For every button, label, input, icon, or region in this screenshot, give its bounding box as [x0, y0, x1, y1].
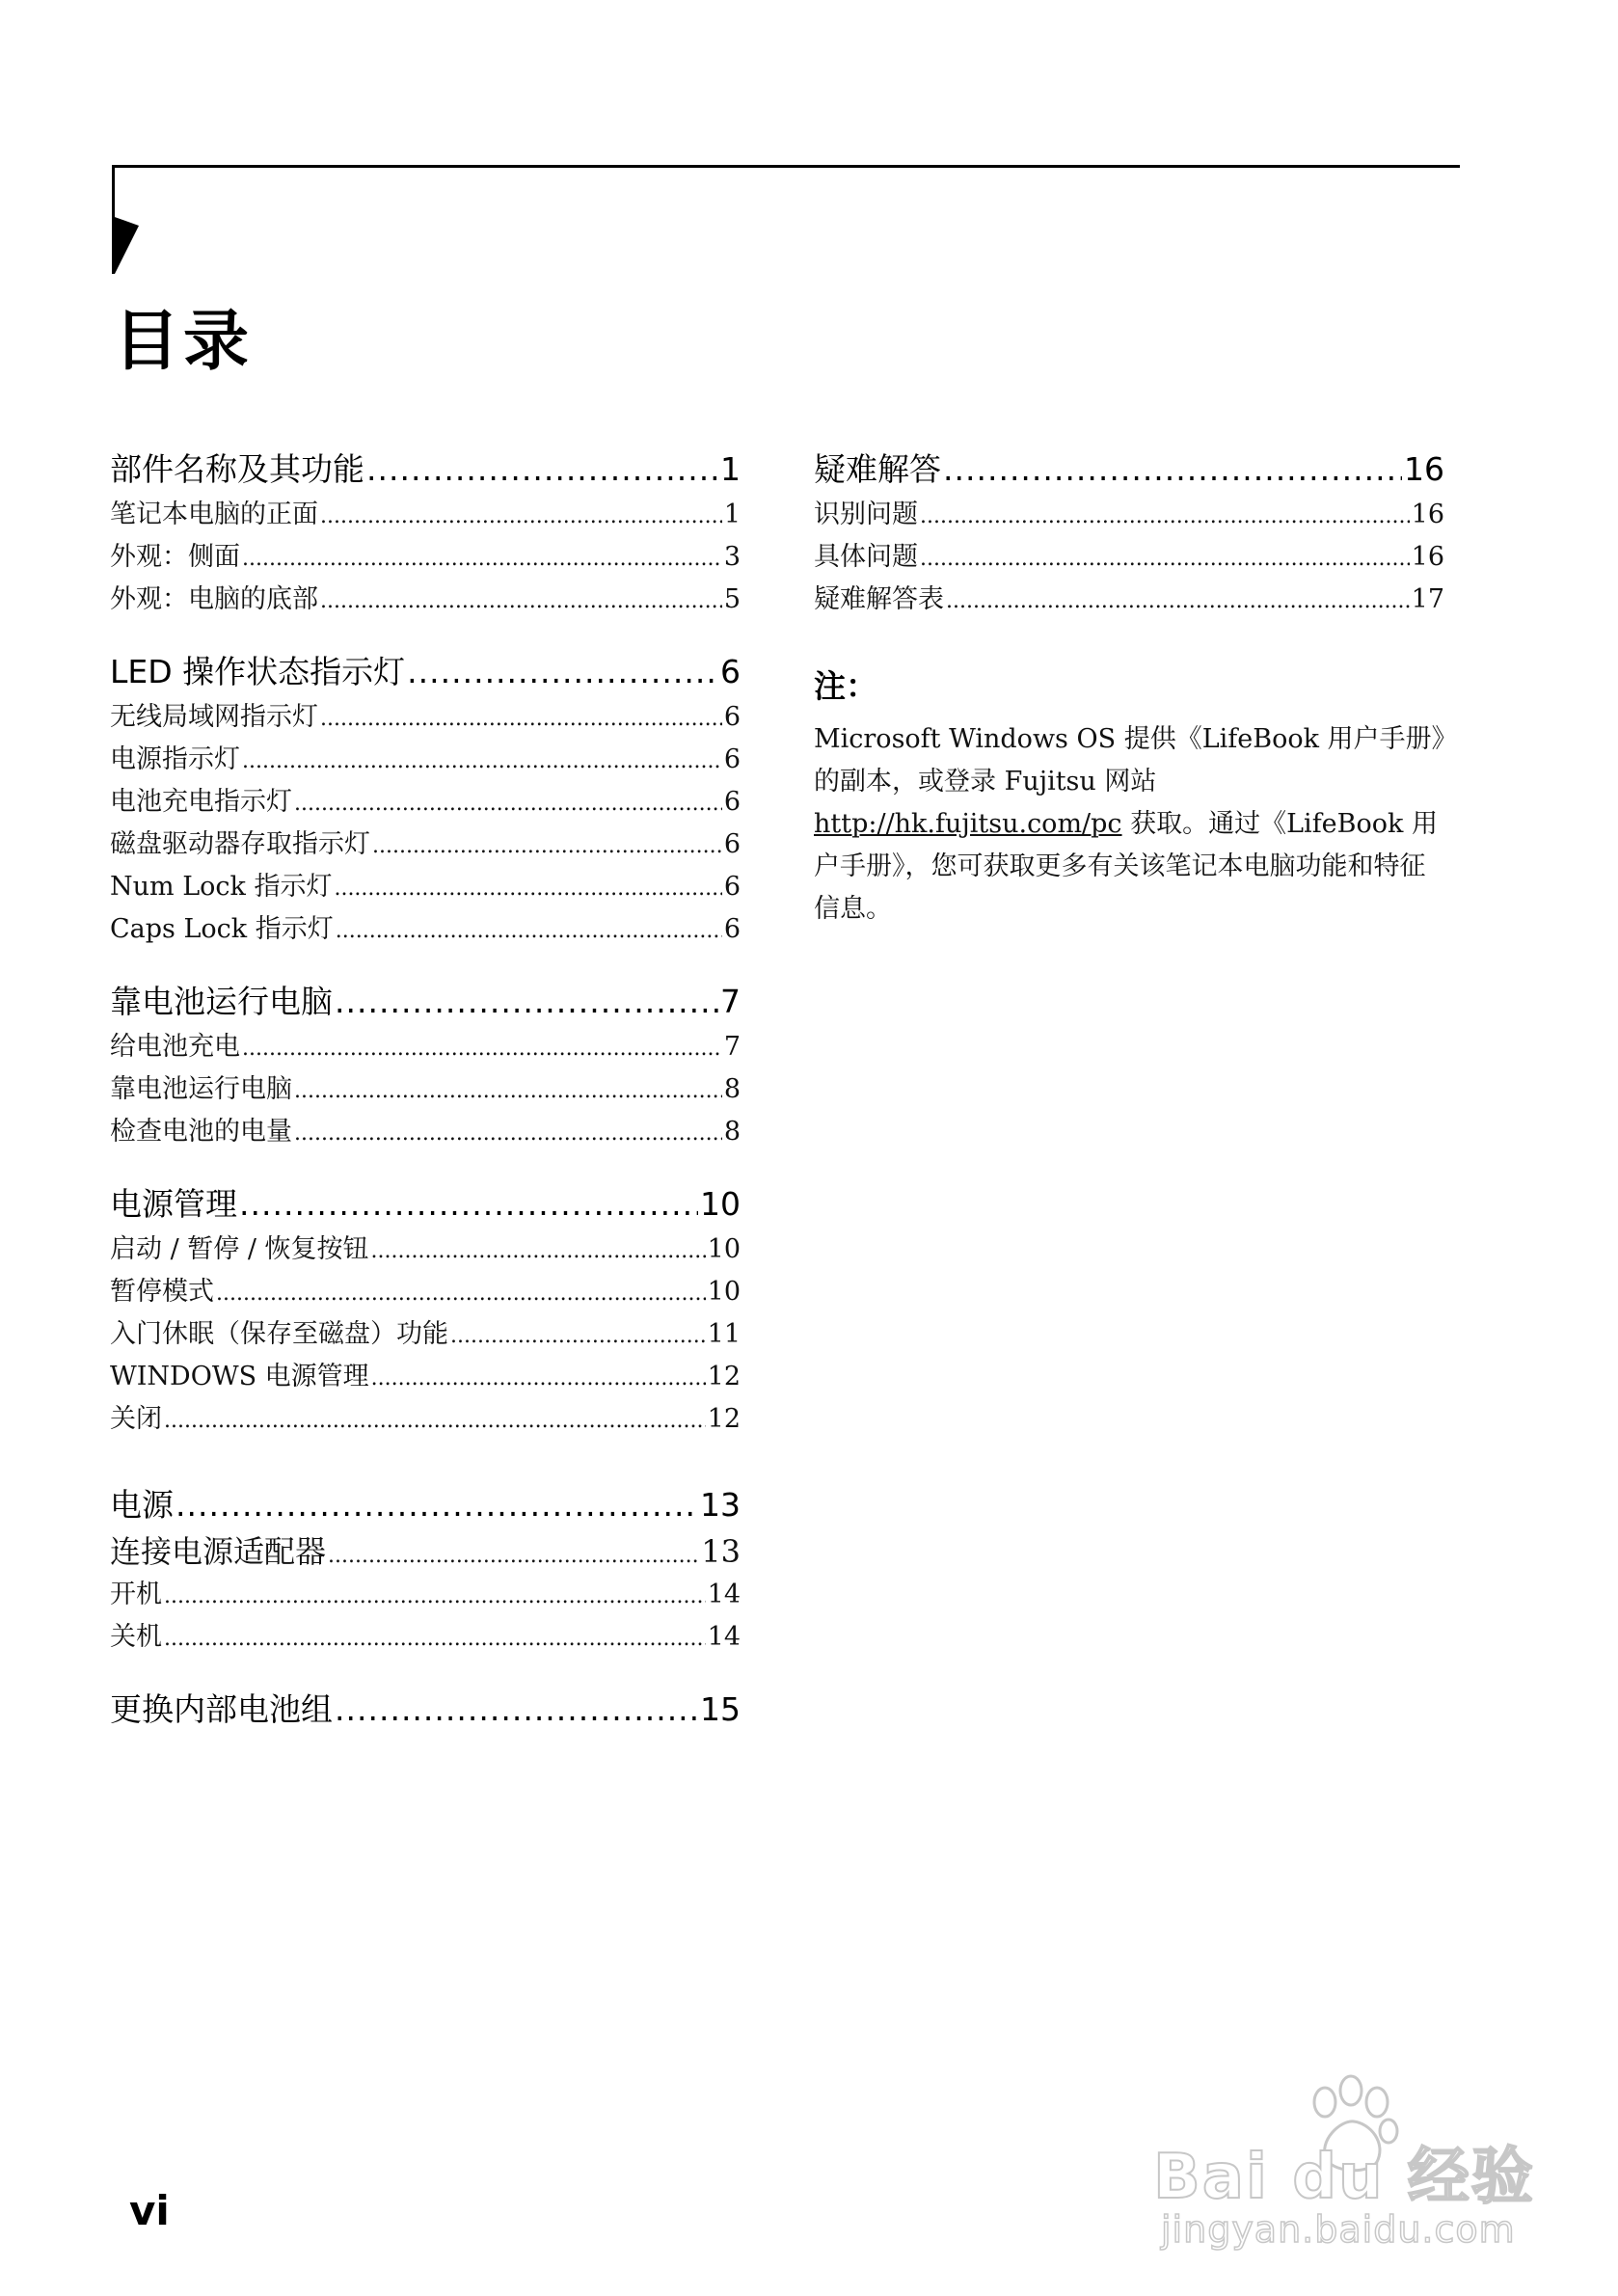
fujitsu-website-link[interactable]: http://hk.fujitsu.com/pc: [814, 809, 1122, 839]
note-text: 获取。通过《LifeBook 用户手册》，您可获取更多有关该笔记本电脑功能和特征信息。: [814, 809, 1438, 924]
toc-item[interactable]: Num Lock 指示灯 ..... 6: [110, 866, 741, 908]
toc-item[interactable]: 检查电池的电量 ..... 8: [110, 1111, 741, 1153]
toc-section: [814, 447, 1444, 621]
note-title: 注：: [814, 667, 877, 705]
toc-left-column: [110, 447, 741, 1761]
page-number: vi: [129, 2187, 170, 2234]
toc-item[interactable]: 暂停模式 ..... 10: [110, 1271, 741, 1313]
toc-item[interactable]: 外观：侧面 ..... 3: [110, 536, 741, 579]
toc-item[interactable]: 电池充电指示灯 ..... 6: [110, 781, 741, 824]
toc-item[interactable]: 磁盘驱动器存取指示灯 ..... 6: [110, 824, 741, 866]
note-body: [814, 718, 1450, 931]
watermark-url: jingyan.baidu.com: [1161, 2208, 1516, 2251]
toc-item[interactable]: Caps Lock 指示灯 ..... 6: [110, 908, 741, 951]
toc-item[interactable]: 电源指示灯 ..... 6: [110, 739, 741, 781]
toc-item[interactable]: 靠电池运行电脑 ..... 8: [110, 1068, 741, 1111]
toc-item[interactable]: 具体问题 ..... 16: [814, 536, 1444, 579]
toc-item[interactable]: 关闭 ..... 12: [110, 1398, 741, 1441]
toc-item[interactable]: 关机 ..... 14: [110, 1616, 741, 1659]
toc-item[interactable]: 无线局域网指示灯 ..... 6: [110, 696, 741, 739]
toc-item[interactable]: 外观：电脑的底部 ..... 5: [110, 579, 741, 621]
header-rule: [112, 165, 1460, 168]
toc-heading[interactable]: 更换内部电池组 ..... 15: [110, 1688, 741, 1732]
toc-item[interactable]: 疑难解答表 ..... 17: [814, 579, 1444, 621]
toc-item[interactable]: 连接电源适配器 ..... 13: [110, 1529, 741, 1574]
toc-item[interactable]: WINDOWS 电源管理 ..... 12: [110, 1356, 741, 1398]
toc-item[interactable]: 给电池充电 ..... 7: [110, 1026, 741, 1068]
toc-section: [110, 447, 741, 621]
toc-item[interactable]: 笔记本电脑的正面 ..... 1: [110, 494, 741, 536]
toc-section: [110, 980, 741, 1153]
toc-heading[interactable]: LED 操作状态指示灯 ..... 6: [110, 650, 741, 694]
toc-heading[interactable]: 部件名称及其功能 ..... 1: [110, 447, 741, 492]
toc-item[interactable]: 开机 ..... 14: [110, 1574, 741, 1616]
toc-item[interactable]: 入门休眠（保存至磁盘）功能 ..... 11: [110, 1313, 741, 1356]
note-text: Microsoft Windows OS 提供《LifeBook 用户手册》的副本，或登录 Fujitsu 网站: [814, 724, 1445, 797]
watermark-brand: Bai du 经验: [1153, 2142, 1535, 2213]
baidu-watermark: [1153, 2073, 1558, 2266]
toc-heading[interactable]: 疑难解答 ..... 16: [814, 447, 1444, 492]
corner-marker-icon: [112, 216, 141, 274]
toc-item[interactable]: 启动 / 暂停 / 恢复按钮 ..... 10: [110, 1229, 741, 1271]
toc-item[interactable]: 识别问题 ..... 16: [814, 494, 1444, 536]
toc-section: [110, 1483, 741, 1659]
toc-heading[interactable]: 电源管理 ..... 10: [110, 1182, 741, 1227]
toc-section: [110, 1182, 741, 1441]
toc-heading[interactable]: 靠电池运行电脑 ..... 7: [110, 980, 741, 1024]
toc-section: [110, 1688, 741, 1732]
page-title: 目录: [114, 304, 254, 380]
toc-section: [110, 650, 741, 951]
toc-right-column: [814, 447, 1444, 931]
toc-heading[interactable]: 电源 ..... 13: [110, 1483, 741, 1527]
